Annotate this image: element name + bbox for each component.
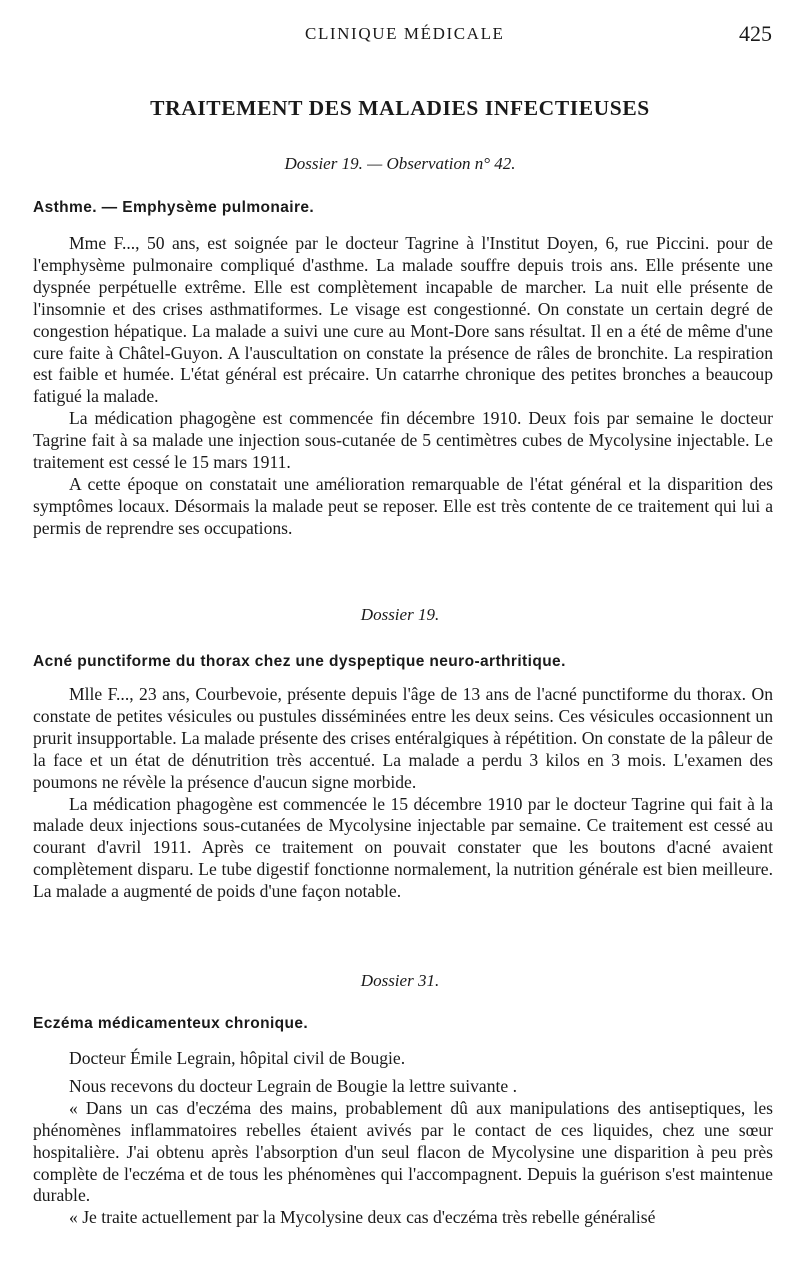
paragraph: « Dans un cas d'eczéma des mains, probablement dû aux manipulations des antiseptiques, les phénomènes inflammatoires rebelles étaient avivés par le contact de ces liquides, chez une sœur hospitalière. J'ai obtenu après l'absorption d'un seul flacon de Mycolysine une disparition à peu près complète de l'eczéma et de tous les phénomènes qui l'accompagnent. Depuis la guérison s'est maintenue durable.	[33, 1097, 773, 1206]
section-heading-eczema: Eczéma médicamenteux chronique.	[33, 1015, 309, 1032]
chapter-title: TRAITEMENT DES MALADIES INFECTIEUSES	[150, 96, 650, 120]
dossier-label-2: Dossier 19.	[360, 605, 440, 624]
paragraph: A cette époque on constatait une amélioration remarquable de l'état général et la disparition des symptômes locaux. Désormais la malade peut se reposer. Elle est très contente de ce traitement qui lui a permis de reprendre ses occupations.	[33, 473, 773, 538]
dossier-label-1: Dossier 19. — Observation n° 42.	[284, 154, 516, 173]
section-body-asthme	[33, 233, 773, 540]
paragraph: Mlle F..., 23 ans, Courbevoie, présente depuis l'âge de 13 ans de l'acné punctiforme du thorax. On constate de petites vésicules ou pustules disséminées entre les deux seins. Ces vésicules occasionnent un prurit insupportable. La malade présente des crises entéralgiques à répétition. On constate de la pâleur de la face et un état de dénutrition très accentué. La malade a perdu 3 kilos en 3 mois. L'examen des poumons ne révèle la présence d'aucun signe morbide.	[33, 684, 773, 792]
running-header	[0, 21, 800, 48]
paragraph: La médication phagogène est commencée le 15 décembre 1910 par le docteur Tagrine qui fait à la malade deux injections sous-cutanées de Mycolysine injectable par semaine. Ce traitement est cessé au courant d'avril 1911. Après ce traitement on pouvait constater que les boutons d'acné avaient complètement disparu. Le tube digestif fonctionne normalement, la nutrition générale est bien meilleure. La malade a augmenté de poids d'une façon notable.	[33, 793, 773, 902]
paragraph: Docteur Émile Legrain, hôpital civil de Bougie.	[69, 1048, 406, 1068]
paragraph: La médication phagogène est commencée fin décembre 1910. Deux fois par semaine le docteur Tagrine fait à sa malade une injection sous-cutanée de 5 centimètres cubes de Mycolysine injectable. Le traitement est cessé le 15 mars 1911.	[33, 408, 773, 473]
paragraph: Nous recevons du docteur Legrain de Bougie la lettre suivante .	[69, 1075, 518, 1096]
section-heading-asthme: Asthme. — Emphysème pulmonaire.	[33, 199, 315, 216]
section-body-eczema	[33, 1048, 773, 1229]
section-heading-acne: Acné punctiforme du thorax chez une dyspeptique neuro-arthritique.	[33, 653, 566, 670]
section-body-acne	[33, 684, 773, 903]
dossier-label-3: Dossier 31.	[360, 971, 440, 990]
paragraph: Mme F..., 50 ans, est soignée par le docteur Tagrine à l'Institut Doyen, 6, rue Piccini. pour de l'emphysème pulmonaire compliqué d'asthme. La malade souffre depuis trois ans. Elle présente une dyspnée perpétuelle extrême. Elle est complètement incapable de marcher. La nuit elle présente de l'insomnie et des crises asthmatiformes. Le visage est congestionné. On constate un certain degré de congestion hépatique. La malade a suivi une cure au Mont-Dore sans résultat. Il en a été de même d'une cure faite à Châtel-Guyon. A l'auscultation on constate la présence de râles de bronchite. La respiration est faible et humée. L'état général est précaire. Un catarrhe chronique des petites bronches a beaucoup fatigué la malade.	[33, 233, 773, 407]
paragraph: « Je traite actuellement par la Mycolysine deux cas d'eczéma très rebelle généralisé	[69, 1207, 656, 1228]
running-title: CLINIQUE MÉDICALE	[305, 24, 505, 43]
page-number: 425	[739, 21, 772, 46]
